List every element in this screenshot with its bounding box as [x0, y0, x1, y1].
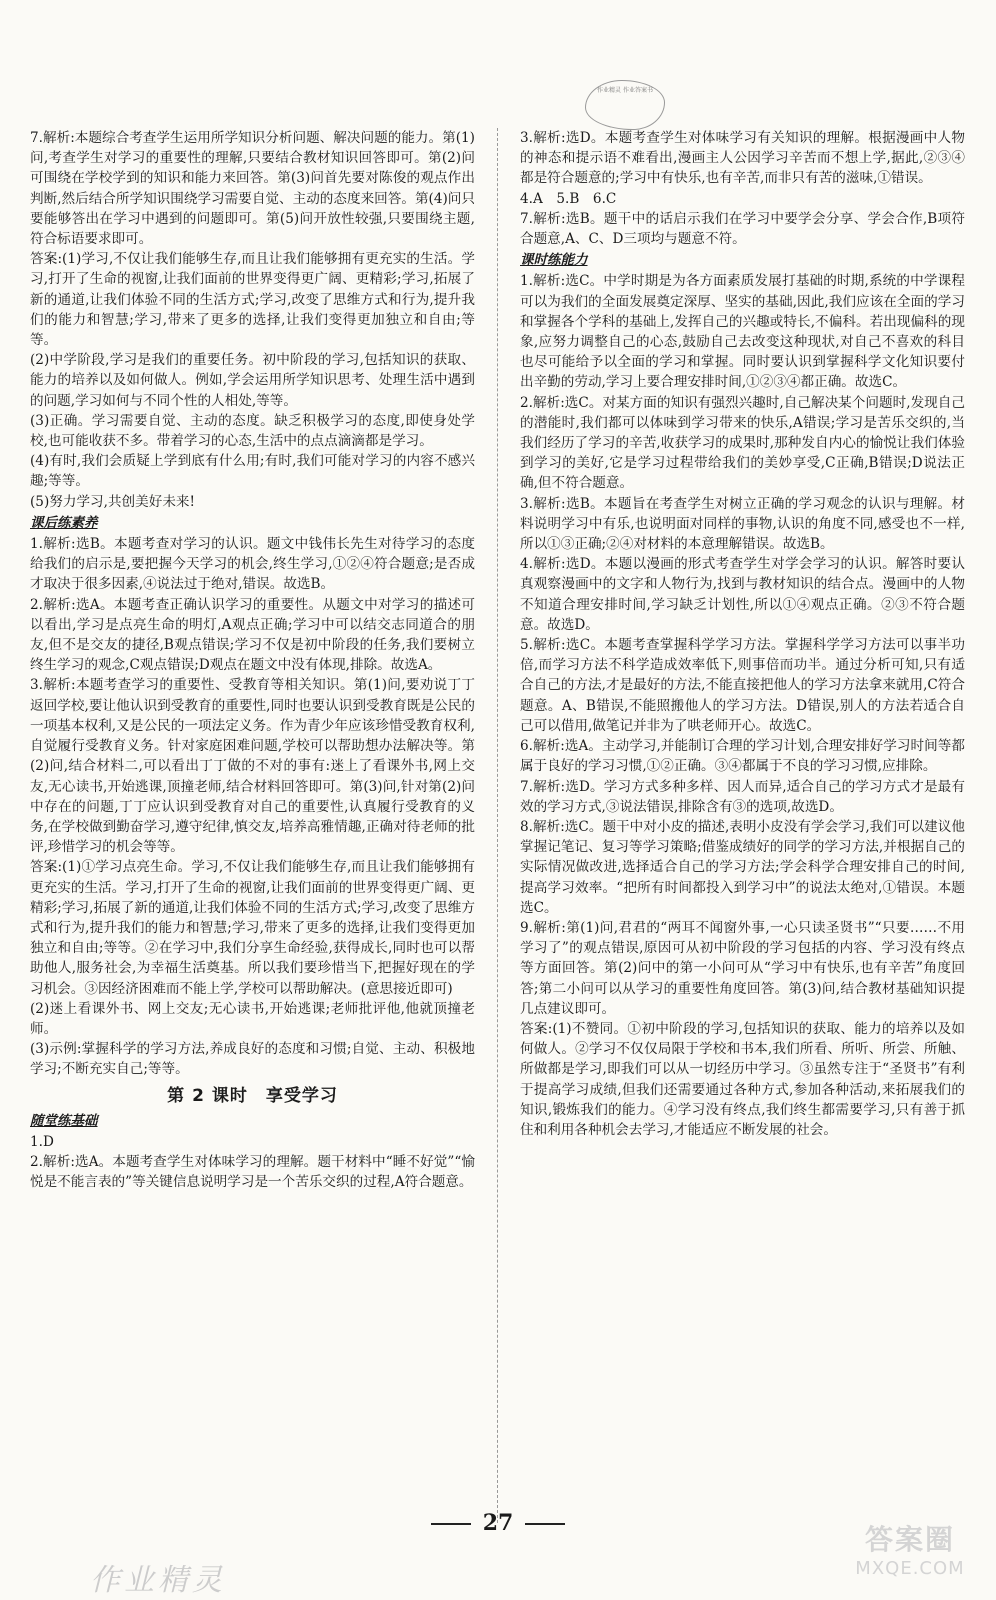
answer-paragraph: 3.解析:选B。本题旨在考查学生对树立正确的学习观念的认识与理解。材料说明学习中有乐,也说明面对同样的事物,认识的角度不同,感受也不一样,所以①③正确;②④对材料的本意理解错误。故选B。	[520, 495, 965, 553]
section-heading: 随堂练基础	[30, 1112, 98, 1129]
answer-paragraph: (2)中学阶段,学习是我们的重要任务。初中阶段的学习,包括知识的获取、能力的培养以及如何做人。例如,学会运用所学知识思考、处理生活中遇到的问题,学习如何与不同个性的人相处,等等。	[30, 352, 475, 409]
section-heading: 课后练素养	[30, 514, 98, 531]
page-number: 27	[482, 1510, 514, 1536]
answer-paragraph: 2.解析:选A。本题考查学生对体味学习的理解。题干材料中“睡不好觉”“愉悦是不能言表的”等关键信息说明学习是一个苦乐交织的过程,A符合题意。	[30, 1154, 475, 1191]
answer-paragraph: (5)努力学习,共创美好未来!	[30, 493, 195, 510]
footer-dash-left	[431, 1523, 471, 1525]
answer-paragraph: 7.解析:选B。题干中的话启示我们在学习中要学会分享、学会合作,B项符合题意,A、C、D三项均与题意不符。	[520, 210, 965, 248]
seal-stamp: 作业精灵 作业答案书	[585, 80, 665, 130]
watermark-right-bottom: MXQE.COM	[855, 1558, 965, 1579]
answer-paragraph: (4)有时,我们会质疑上学到底有什么用;有时,我们可能对学习的内容不感兴趣;等等。	[30, 453, 475, 490]
answer-paragraph: 7.解析:选D。学习方式多种多样、因人而异,适合自己的学习方式才是最有效的学习方式,③说法错误,排除含有③的选项,故选D。	[520, 778, 965, 815]
answer-paragraph: (2)迷上看课外书、网上交友;无心读书,开始逃课;老师批评他,他就顶撞老师。	[30, 1000, 475, 1037]
answer-paragraph: 4.解析:选D。本题以漫画的形式考查学生对学会学习的认识。解答时要认真观察漫画中的文字和人物行为,找到与教材知识的结合点。漫画中的人物不知道合理安排时间,学习缺乏计划性,所以①④观点正确。②③不符合题意。故选D。	[520, 556, 965, 633]
answer-paragraph: 3.解析:选D。本题考查学生对体味学习有关知识的理解。根据漫画中人物的神态和提示语不难看出,漫画主人公因学习辛苦而不想上学,据此,②③④都是符合题意的;学习中有快乐,也有辛苦,而非只有苦的滋味,①错误。	[520, 130, 965, 187]
answer-paragraph: 2.解析:选A。本题考查正确认识学习的重要性。从题文中对学习的描述可以看出,学习是点亮生命的明灯,A观点正确;学习中可以结交志同道合的朋友,但不是交友的捷径,B观点错误;学习不仅是初中阶段的任务,我们要树立终生学习的观念,C观点错误;D观点在题文中没有体现,排除。故选A。	[30, 596, 475, 674]
answer-paragraph: 5.解析:选C。本题考查掌握科学学习方法。掌握科学学习方法可以事半功倍,而学习方法不科学造成效率低下,则事倍而功半。通过分析可知,只有适合自己的方法,才是最好的方法,不能直接把他人的学习方法拿来就用,C符合题意。A、B错误,不能照搬他人的学习方法。D错误,别人的方法若适合自己可以借用,做笔记并非为了哄老师开心。故选C。	[520, 637, 965, 734]
answer-paragraph: 9.解析:第(1)问,君君的“两耳不闻窗外事,一心只读圣贤书”“只要……不用学习了”的观点错误,原因可从初中阶段的学习包括的内容、学习没有终点等方面回答。第(2)问中的第一小问可从“学习中有快乐,也有辛苦”角度回答;第二小问可以从学习的重要性角度回答。第(3)问,结合教材基础知识提几点建议即可。	[520, 919, 965, 1017]
answer-paragraph: 答案:(1)不赞同。①初中阶段的学习,包括知识的获取、能力的培养以及如何做人。②学习不仅仅局限于学校和书本,我们所看、所听、所尝、所触、所做都是学习,即我们可以从一切经历中学习。③虽然专注于“圣贤书”有利于提高学习成绩,但我们还需要通过各种方式,参加各种活动,来拓展我们的知识,锻炼我们的能力。④学习没有终点,我们终生都需要学习,只有善于抓住和利用各种机会去学习,才能适应不断发展的社会。	[520, 1020, 965, 1138]
answer-paragraph: 1.解析:选C。中学时期是为各方面素质发展打基础的时期,系统的中学课程可以为我们的全面发展奠定深厚、坚实的基础,因此,我们应该在全面的学习和掌握各个学科的基础上,发挥自己的兴趣或特长,不偏科。若出现偏科的现象,应努力调整自己的心态,鼓励自己去改变这种现状,对自己不喜欢的科目也尽可能给予以全面的学习和掌握。同时要认识到掌握科学文化知识要付出辛勤的劳动,学习上要合理安排时间,①②③④都正确。故选C。	[520, 273, 965, 391]
answer-paragraph: (3)正确。学习需要自觉、主动的态度。缺乏积极学习的态度,即使身处学校,也可能收获不多。带着学习的心态,生活中的点点滴滴都是学习。	[30, 412, 475, 450]
watermark-right-top: 答案圈	[864, 1523, 955, 1556]
section-heading-row	[30, 512, 475, 534]
answer-paragraph: 6.解析:选A。主动学习,并能制订合理的学习计划,合理安排好学习时间等都属于良好的学习习惯,①②正确。③④都属于不良的学习习惯,应排除。	[520, 738, 965, 775]
answer-paragraph: 7.解析:本题综合考查学生运用所学知识分析问题、解决问题的能力。第(1)问,考查学生对学习的重要性的理解,只要结合教材知识回答即可。第(2)问可围绕在学校学到的知识和能力来回答。第(3)问首先要对陈俊的观点作出判断,然后结合所学知识围绕学习需要自觉、主动的态度来回答。第(4)问只要能够答出在学习中遇到的问题即可。第(5)问开放性较强,只要围绕主题,符合标语要求即可。	[30, 130, 475, 248]
left-column	[30, 128, 475, 1193]
answer-paragraph: 答案:(1)①学习点亮生命。学习,不仅让我们能够生存,而且让我们能够拥有更充实的生活。学习,打开了生命的视窗,让我们面前的世界变得更广阔、更精彩;学习,拓展了新的通道,让我们体验不同的生活方式;学习,改变了思维方式和行为,提升我们的能力和智慧;学习,带来了更多的选择,让我们变得更加独立和自由;等等。②在学习中,我们分享生命经验,获得成长,同时也可以帮助他人,服务社会,为幸福生活奠基。所以我们要珍惜当下,把握好现在的学习机会。③因经济困难而不能上学,学校可以帮助解决。(意思接近即可)	[30, 859, 475, 997]
answer-paragraph: (3)示例:掌握科学的学习方法,养成良好的态度和习惯;自觉、主动、积极地学习;不断充实自己;等等。	[30, 1041, 475, 1078]
section-heading: 课时练能力	[520, 252, 588, 269]
lesson-title: 第 2 课时 享受学习	[167, 1085, 338, 1106]
answer-paragraph: 答案:(1)学习,不仅让我们能够生存,而且让我们能够拥有更充实的生活。学习,打开了生命的视窗,让我们面前的世界变得更广阔、更精彩;学习,拓展了新的通道,让我们体验不同的生活方式;学习,改变了思维方式和行为,提升我们的能力和智慧;学习,带来了更多的选择,让我们变得更加独立和自由;等等。	[30, 251, 475, 349]
column-divider	[497, 128, 498, 1523]
right-column	[520, 128, 965, 1140]
answer-paragraph: 1.解析:选B。本题考查对学习的认识。题文中钱伟长先生对待学习的态度给我们的启示是,要把握今天学习的机会,终生学习,①②④符合题意;是否成才取决于很多因素,④说法过于绝对,错误。故选B。	[30, 536, 475, 593]
section-heading-row	[30, 1110, 475, 1132]
watermark-right	[840, 1518, 980, 1579]
answer-paragraph: 2.解析:选C。对某方面的知识有强烈兴趣时,自己解决某个问题时,发现自己的潜能时,我们都可以体味到学习带来的快乐,A错误;学习是苦乐交织的,当我们经历了学习的辛苦,收获学习的成果时,那种发自内心的愉悦让我们体验到学习的美好,它是学习过程带给我们的美妙享受,C正确,B错误;D说法正确,但不符合题意。	[520, 394, 965, 492]
footer-dash-right	[525, 1523, 565, 1525]
section-heading-row	[520, 249, 965, 271]
answer-paragraph: 4.A 5.B 6.C	[520, 190, 617, 207]
answer-paragraph: 1.D	[30, 1133, 54, 1150]
answer-paragraph: 8.解析:选C。题干中对小皮的描述,表明小皮没有学会学习,我们可以建议他掌握记笔记、复习等学习策略;借鉴成绩好的同学的学习方法,并根据自己的实际情况做改进,选择适合自己的学习方法;学会科学合理安排自己的时间,提高学习效率。“把所有时间都投入到学习中”的说法太绝对,①错误。本题选C。	[520, 818, 965, 916]
watermark-left: 作业精灵	[90, 1563, 226, 1598]
answer-paragraph: 3.解析:本题考查学习的重要性、受教育等相关知识。第(1)问,要劝说丁丁返回学校,要让他认识到受教育的重要性,同时也要认识到受教育既是公民的一项基本权利,又是公民的一项法定义务。作为青少年应该珍惜受教育权利,自觉履行受教育义务。针对家庭困难问题,学校可以帮助想办法解决等。第(2)问,结合材料二,可以看出丁丁做的不对的事有:迷上了看课外书,网上交友,无心读书,开始逃课,顶撞老师,结合材料回答即可。第(3)问,针对第(2)问中存在的问题,丁丁应认识到受教育对自己的重要性,认真履行受教育的义务,在学校做到勤奋学习,遵守纪律,慎交友,培养高雅情趣,正确对待老师的批评,珍惜学习的机会等等。	[30, 677, 475, 856]
